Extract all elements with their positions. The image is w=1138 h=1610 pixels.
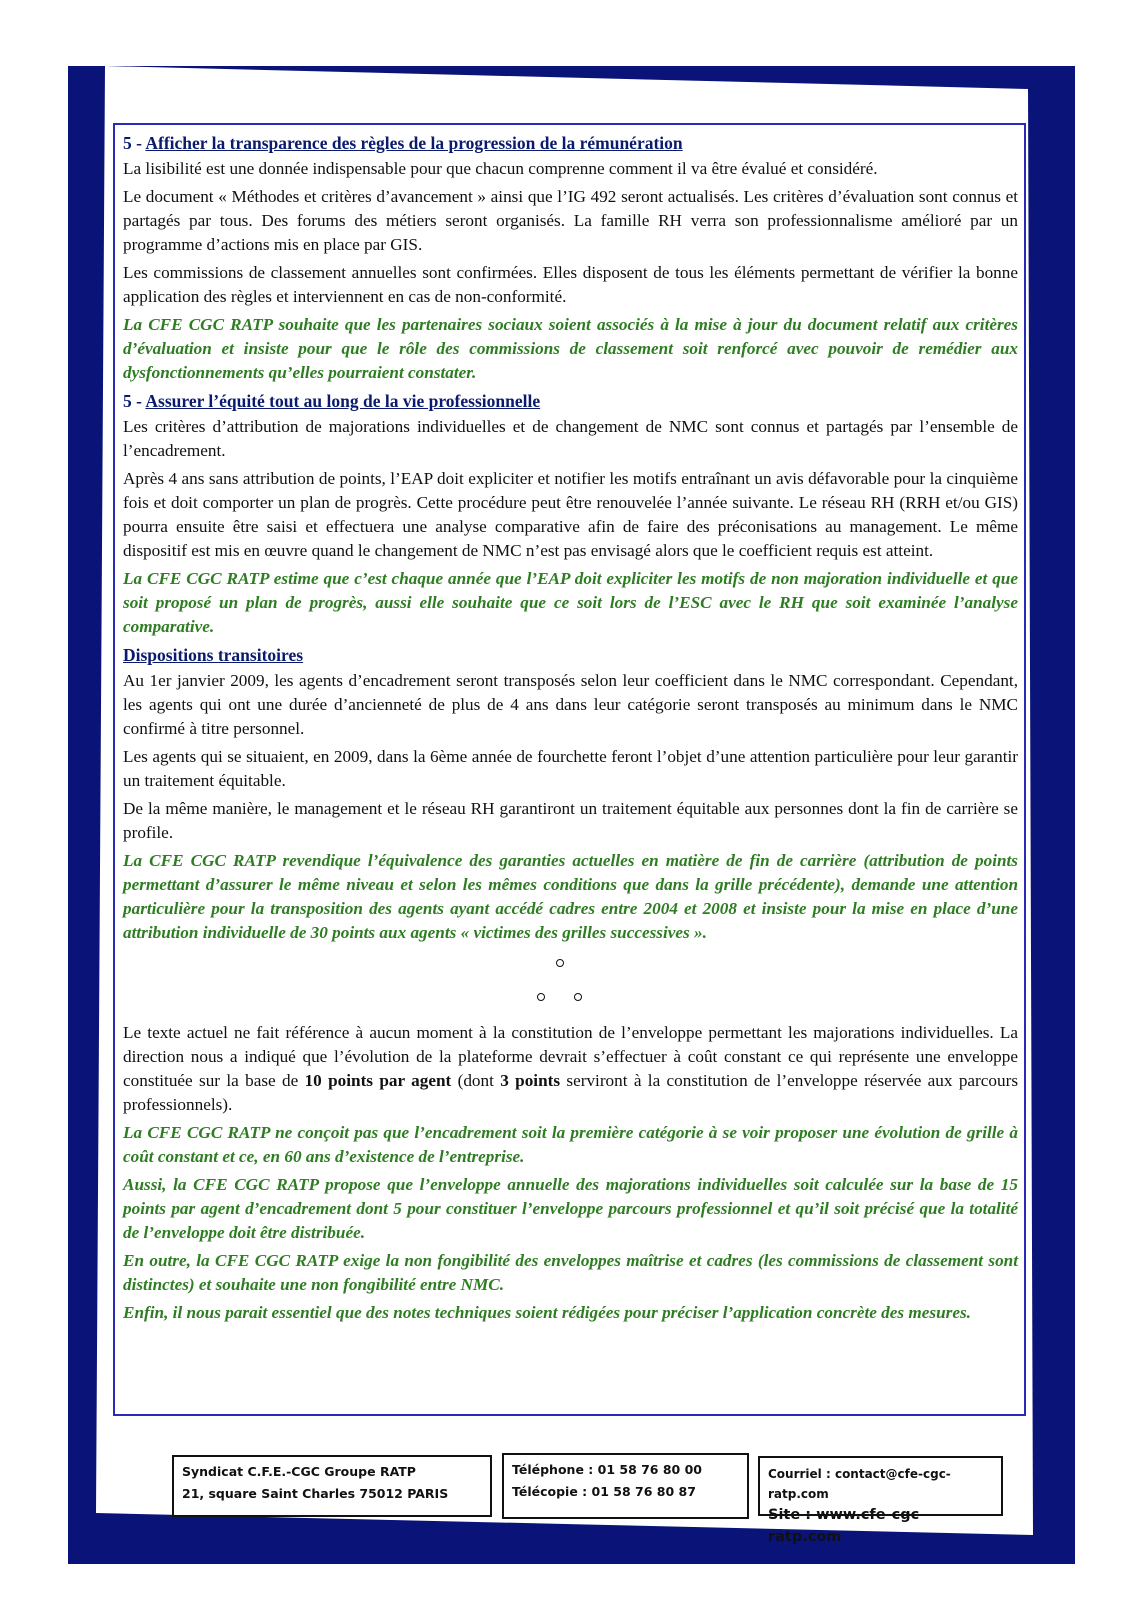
- section-separator-dots: [123, 949, 1018, 1021]
- footer-contact-box: [758, 1456, 1003, 1545]
- section-heading-dispositions: Dispositions transitoires: [123, 645, 304, 665]
- paragraph: Les agents qui se situaient, en 2009, dans la 6ème année de fourchette feront l’objet d’une attention particulière pour leur garantir un traitement équitable.: [123, 747, 1018, 790]
- paragraph: La lisibilité est une donnée indispensable pour que chacun comprenne comment il va être évalué et considéré.: [123, 159, 878, 178]
- paragraph: Les commissions de classement annuelles sont confirmées. Elles disposent de tous les éléments permettant de vérifier la bonne application des règles et interviennent en cas de non-conformité.: [123, 263, 1018, 306]
- union-position-paragraph: La CFE CGC RATP souhaite que les partenaires sociaux soient associés à la mise à jour du document relatif aux critères d’évaluation et insiste pour que le rôle des commissions de classement soit renforcé avec pouvoir de remédier aux dysfonctionnements qu’elles pourraient constater.: [123, 315, 1018, 382]
- separator-dot: [574, 993, 582, 1001]
- section-heading-equite: 5 - Assurer l’équité tout au long de la vie professionnelle: [123, 391, 541, 411]
- paragraph: Le document « Méthodes et critères d’avancement » ainsi que l’IG 492 seront actualisés. Les critères d’évaluation sont connus et partagés par tous. Des forums des métiers seront organisés. La famille RH verra son professionnalisme amélioré par un programme d’actions mis en place par GIS.: [123, 187, 1018, 254]
- footer-site: Site : www.cfe-cgc-ratp.com: [768, 1507, 926, 1545]
- footer-phone-box: [502, 1453, 749, 1519]
- paragraph: Les critères d’attribution de majorations individuelles et de changement de NMC sont connus et partagés par l’ensemble de l’encadrement.: [123, 417, 1018, 460]
- union-position-paragraph: En outre, la CFE CGC RATP exige la non fongibilité des enveloppes maîtrise et cadres (les commissions de classement sont distinctes) et souhaite une non fongibilité entre NMC.: [123, 1251, 1018, 1294]
- union-position-paragraph: La CFE CGC RATP estime que c’est chaque année que l’EAP doit expliciter les motifs de non majoration individuelle et que soit proposé un plan de progrès, aussi elle souhaite que ce soit lors de l’ESC avec le RH que soit examinée l’analyse comparative.: [123, 569, 1018, 636]
- footer-fax: Télécopie : 01 58 76 80 87: [512, 1484, 696, 1499]
- separator-dot: [537, 993, 545, 1001]
- separator-dot: [556, 959, 564, 967]
- union-position-paragraph: Enfin, il nous parait essentiel que des notes techniques soient rédigées pour préciser l’application concrète des mesures.: [123, 1303, 971, 1322]
- section-heading-transparence: 5 - Afficher la transparence des règles de la progression de la rémunération: [123, 133, 683, 153]
- union-position-paragraph: La CFE CGC RATP ne conçoit pas que l’encadrement soit la première catégorie à se voir proposer une évolution de grille à coût constant et ce, en 60 ans d’existence de l’entreprise.: [123, 1123, 1018, 1166]
- content-box: [113, 123, 1026, 1416]
- footer-email: Courriel : contact@cfe-cgc-ratp.com: [768, 1467, 951, 1501]
- paragraph-enveloppe: Le texte actuel ne fait référence à aucun moment à la constitution de l’enveloppe permettant les majorations individuelles. La direction nous a indiqué que l’évolution de la plateforme devrait s’effectuer à coût constant ce qui représente une enveloppe constituée sur la base de 10 points par agent (dont 3 points serviront à la constitution de l’enveloppe réservée aux parcours professionnels).: [123, 1023, 1019, 1114]
- union-position-paragraph: Aussi, la CFE CGC RATP propose que l’enveloppe annuelle des majorations individuelles soit calculée sur la base de 15 points par agent d’encadrement dont 5 pour constituer l’enveloppe parcours professionnel et qu’il soit précisé que la totalité de l’enveloppe doit être distribuée.: [123, 1175, 1018, 1242]
- footer-address-box: [172, 1455, 492, 1517]
- footer-address: 21, square Saint Charles 75012 PARIS: [182, 1486, 449, 1501]
- paragraph: Après 4 ans sans attribution de points, l’EAP doit expliciter et notifier les motifs entraînant un avis défavorable pour la cinquième fois et doit comporter un plan de progrès. Cette procédure peut être renouvelée l’année suivante. Le réseau RH (RRH et/ou GIS) pourra ensuite être saisi et effectuera une analyse comparative afin de faire des préconisations au management. Le même dispositif est mis en œuvre quand le changement de NMC n’est pas envisagé alors que le coefficient requis est atteint.: [123, 469, 1018, 560]
- footer-phone: Téléphone : 01 58 76 80 00: [512, 1462, 703, 1477]
- paragraph: De la même manière, le management et le réseau RH garantiront un traitement équitable aux personnes dont la fin de carrière se profile.: [123, 799, 1018, 842]
- union-position-paragraph: La CFE CGC RATP revendique l’équivalence des garanties actuelles en matière de fin de carrière (attribution de points permettant d’assurer le même niveau et selon les mêmes conditions que dans la grille précédente), demande une attention particulière pour la transposition des agents ayant accédé cadres entre 2004 et 2008 et insiste pour la mise en place d’une attribution individuelle de 30 points aux agents « victimes des grilles successives ».: [123, 851, 1018, 942]
- paragraph: Au 1er janvier 2009, les agents d’encadrement seront transposés selon leur coefficient dans le NMC correspondant. Cependant, les agents qui ont une durée d’ancienneté de plus de 4 ans dans leur catégorie seront transposés au minimum dans le NMC confirmé à titre personnel.: [123, 671, 1018, 738]
- footer-org-name: Syndicat C.F.E.-CGC Groupe RATP: [182, 1464, 416, 1479]
